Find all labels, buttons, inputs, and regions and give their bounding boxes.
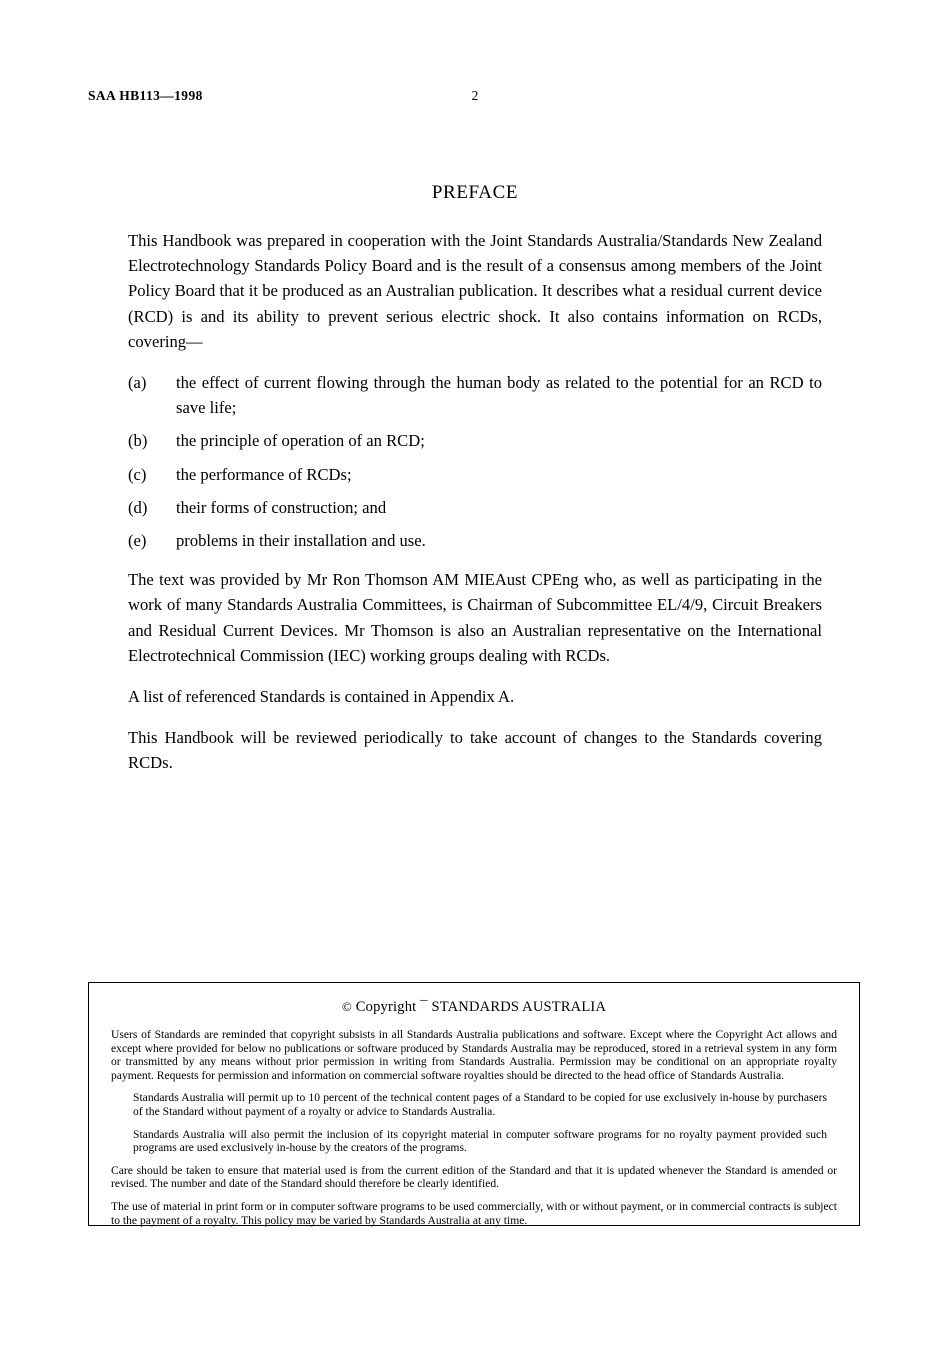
running-head <box>88 88 862 106</box>
header-standard-designation: SAA HB113—1998 <box>88 88 203 103</box>
copyright-paragraph: Standards Australia will also permit the inclusion of its copyright material in computer software programs for no royalty payment provided such programs are used exclusively in-house by the creators of the programs. <box>133 1127 827 1155</box>
list-item-marker: (d) <box>128 497 148 517</box>
page-title: PREFACE <box>431 182 519 203</box>
copyright-paragraph: Users of Standards are reminded that copyright subsists in all Standards Australia publications and software. Except where the Copyright Act allows and except where provided for below no publications or software produced by Standards Australia may be reproduced, stored in a retrieval system in any form or transmitted by any means without prior permission in writing from Standards Australia. Permission may be conditional on an appropriate royalty payment. Requests for permission and information on commercial software royalties should be directed to the head office of Standards Australia. <box>111 1028 837 1082</box>
list-item <box>128 428 822 453</box>
paragraph-text-provided: The text was provided by Mr Ron Thomson AM MIEAust CPEng who, as well as participating in the work of many Standards Australia Committees, is Chairman of Subcommittee EL/4/9, Circuit Breakers and Residual Current Devices. Mr Thomson is also an Australian representative on the International Electrotechnical Commission (IEC) working groups dealing with RCDs. <box>128 570 822 665</box>
list-item-marker: (a) <box>128 373 147 393</box>
list-item <box>128 528 822 553</box>
paragraph-intro: This Handbook was prepared in cooperation with the Joint Standards Australia/Standards New Zealand Electrotechnology Standards Policy Board and is the result of a consensus among members of the Joint Policy Board that it be produced as an Australian publication. It describes what a residual current device (RCD) is and its ability to prevent serious electric shock. It also contains information on RCDs, covering— <box>128 231 822 351</box>
copyright-paragraph: Care should be taken to ensure that material used is from the current edition of the Standard and that it is updated whenever the Standard is amended or revised. The number and date of the Standard should therefore be clearly identified. <box>111 1163 837 1191</box>
list-item-label: the principle of operation of an RCD; <box>176 431 425 451</box>
list-item-marker: (b) <box>128 431 148 451</box>
list-item-label: their forms of construction; and <box>176 497 387 517</box>
list-item-marker: (e) <box>128 531 147 551</box>
list-item <box>128 495 822 520</box>
preface-content <box>128 228 822 786</box>
copyright-heading <box>111 999 837 1016</box>
list-item-label: the performance of RCDs; <box>176 464 352 484</box>
copyright-heading-label: Copyright ¯ STANDARDS AUSTRALIA <box>355 999 607 1015</box>
paragraph-appendix-reference: A list of referenced Standards is contained in Appendix A. <box>128 687 515 707</box>
copyright-notice-box <box>88 982 860 1226</box>
list-item <box>128 462 822 487</box>
copyright-icon: © <box>341 999 352 1014</box>
list-item-label: the effect of current flowing through the human body as related to the potential for an RCD to save life; <box>176 373 822 418</box>
list-item-label: problems in their installation and use. <box>176 531 426 551</box>
list-item <box>128 370 822 420</box>
preface-list <box>128 370 822 553</box>
paragraph-review: This Handbook will be reviewed periodically to take account of changes to the Standards covering RCDs. <box>128 728 822 773</box>
header-page-number: 2 <box>471 88 479 103</box>
copyright-paragraph: The use of material in print form or in computer software programs to be used commercially, with or without payment, or in commercial contracts is subject to the payment of a royalty. This policy may be varied by Standards Australia at any time. <box>111 1199 837 1227</box>
copyright-paragraph: Standards Australia will permit up to 10 percent of the technical content pages of a Standard to be copied for use exclusively in-house by purchasers of the Standard without payment of a royalty or advice to Standards Australia. <box>133 1091 827 1118</box>
list-item-marker: (c) <box>128 464 147 484</box>
